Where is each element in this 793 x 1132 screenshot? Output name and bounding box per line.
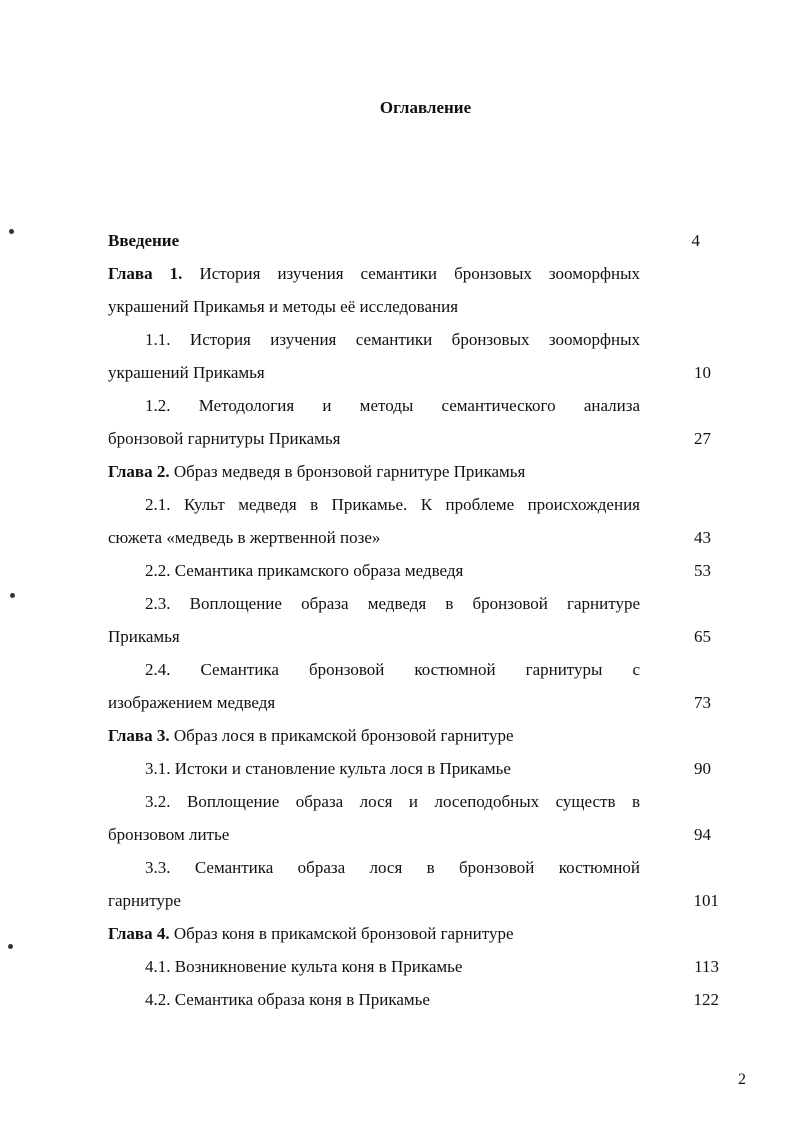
toc-section-3-2: 3.2. Воплощение образа лося и лосеподобных существ в: [145, 792, 640, 811]
chapter-prefix: Глава 1.: [108, 264, 183, 283]
toc-chapter-3: [108, 725, 640, 747]
chapter-title: История изучения семантики бронзовых зооморфных: [182, 264, 641, 283]
toc-page: 27: [694, 429, 711, 448]
toc-section-1-1: 1.1. История изучения семантики бронзовых зооморфных: [145, 330, 640, 349]
toc-section-3-1: 3.1. Истоки и становление культа лося в Прикамье: [145, 759, 511, 778]
toc-page: 94: [694, 825, 711, 844]
toc-page: 4: [691, 231, 700, 250]
chapter-title: Образ коня в прикамской бронзовой гарнитуре: [169, 924, 514, 943]
toc-section-1-1-cont: украшений Прикамья: [108, 363, 265, 382]
toc-section-2-1-cont: сюжета «медведь в жертвенной позе»: [108, 528, 381, 547]
toc-chapter-4: [108, 923, 640, 945]
toc-section-3-3-cont: гарнитуре: [108, 891, 181, 910]
scan-speck: [10, 593, 15, 598]
toc-section-1-2: 1.2. Методология и методы семантического анализа: [145, 396, 640, 415]
toc-page: 113: [694, 957, 719, 976]
toc-section-2-4-cont: изображением медведя: [108, 693, 276, 712]
toc-section-3-3: 3.3. Семантика образа лося в бронзовой костюмной: [145, 858, 640, 877]
chapter-prefix: Глава 3.: [108, 726, 170, 745]
toc-chapter-2: [108, 461, 640, 483]
toc-section-2-2: 2.2. Семантика прикамского образа медведя: [145, 561, 464, 580]
chapter-title: Образ медведя в бронзовой гарнитуре Прикамья: [169, 462, 526, 481]
toc-page: 53: [694, 561, 711, 580]
toc-section-4-2: 4.2. Семантика образа коня в Прикамье: [145, 990, 430, 1009]
chapter-prefix: Глава 2.: [108, 462, 170, 481]
chapter-title: Образ лося в прикамской бронзовой гарнитуре: [169, 726, 514, 745]
toc-section-3-2-cont: бронзовом литье: [108, 825, 230, 844]
toc-page: 65: [694, 627, 711, 646]
toc-section-4-1: 4.1. Возникновение культа коня в Прикамье: [145, 957, 463, 976]
toc-section-2-1: 2.1. Культ медведя в Прикамье. К проблеме происхождения: [145, 495, 640, 514]
toc-section-2-4: 2.4. Семантика бронзовой костюмной гарнитуры с: [145, 660, 640, 679]
toc-section-2-3-cont: Прикамья: [108, 627, 180, 646]
toc-section-1-2-cont: бронзовой гарнитуры Прикамья: [108, 429, 341, 448]
page-title: Оглавление: [379, 98, 472, 117]
toc-page: 73: [694, 693, 711, 712]
toc-section-2-3: 2.3. Воплощение образа медведя в бронзовой гарнитуре: [145, 594, 640, 613]
scan-speck: [9, 229, 14, 234]
toc-chapter-1-cont: украшений Прикамья и методы её исследования: [108, 297, 459, 316]
toc-page: 122: [693, 990, 719, 1009]
page-number: 2: [738, 1071, 746, 1088]
toc-page: 90: [694, 759, 711, 778]
toc-page: 43: [694, 528, 711, 547]
scan-speck: [8, 944, 13, 949]
toc-intro: Введение: [108, 231, 180, 250]
toc-page: 101: [693, 891, 719, 910]
toc-page: 10: [694, 363, 711, 382]
toc-chapter-1: [108, 263, 640, 285]
chapter-prefix: Глава 4.: [108, 924, 170, 943]
